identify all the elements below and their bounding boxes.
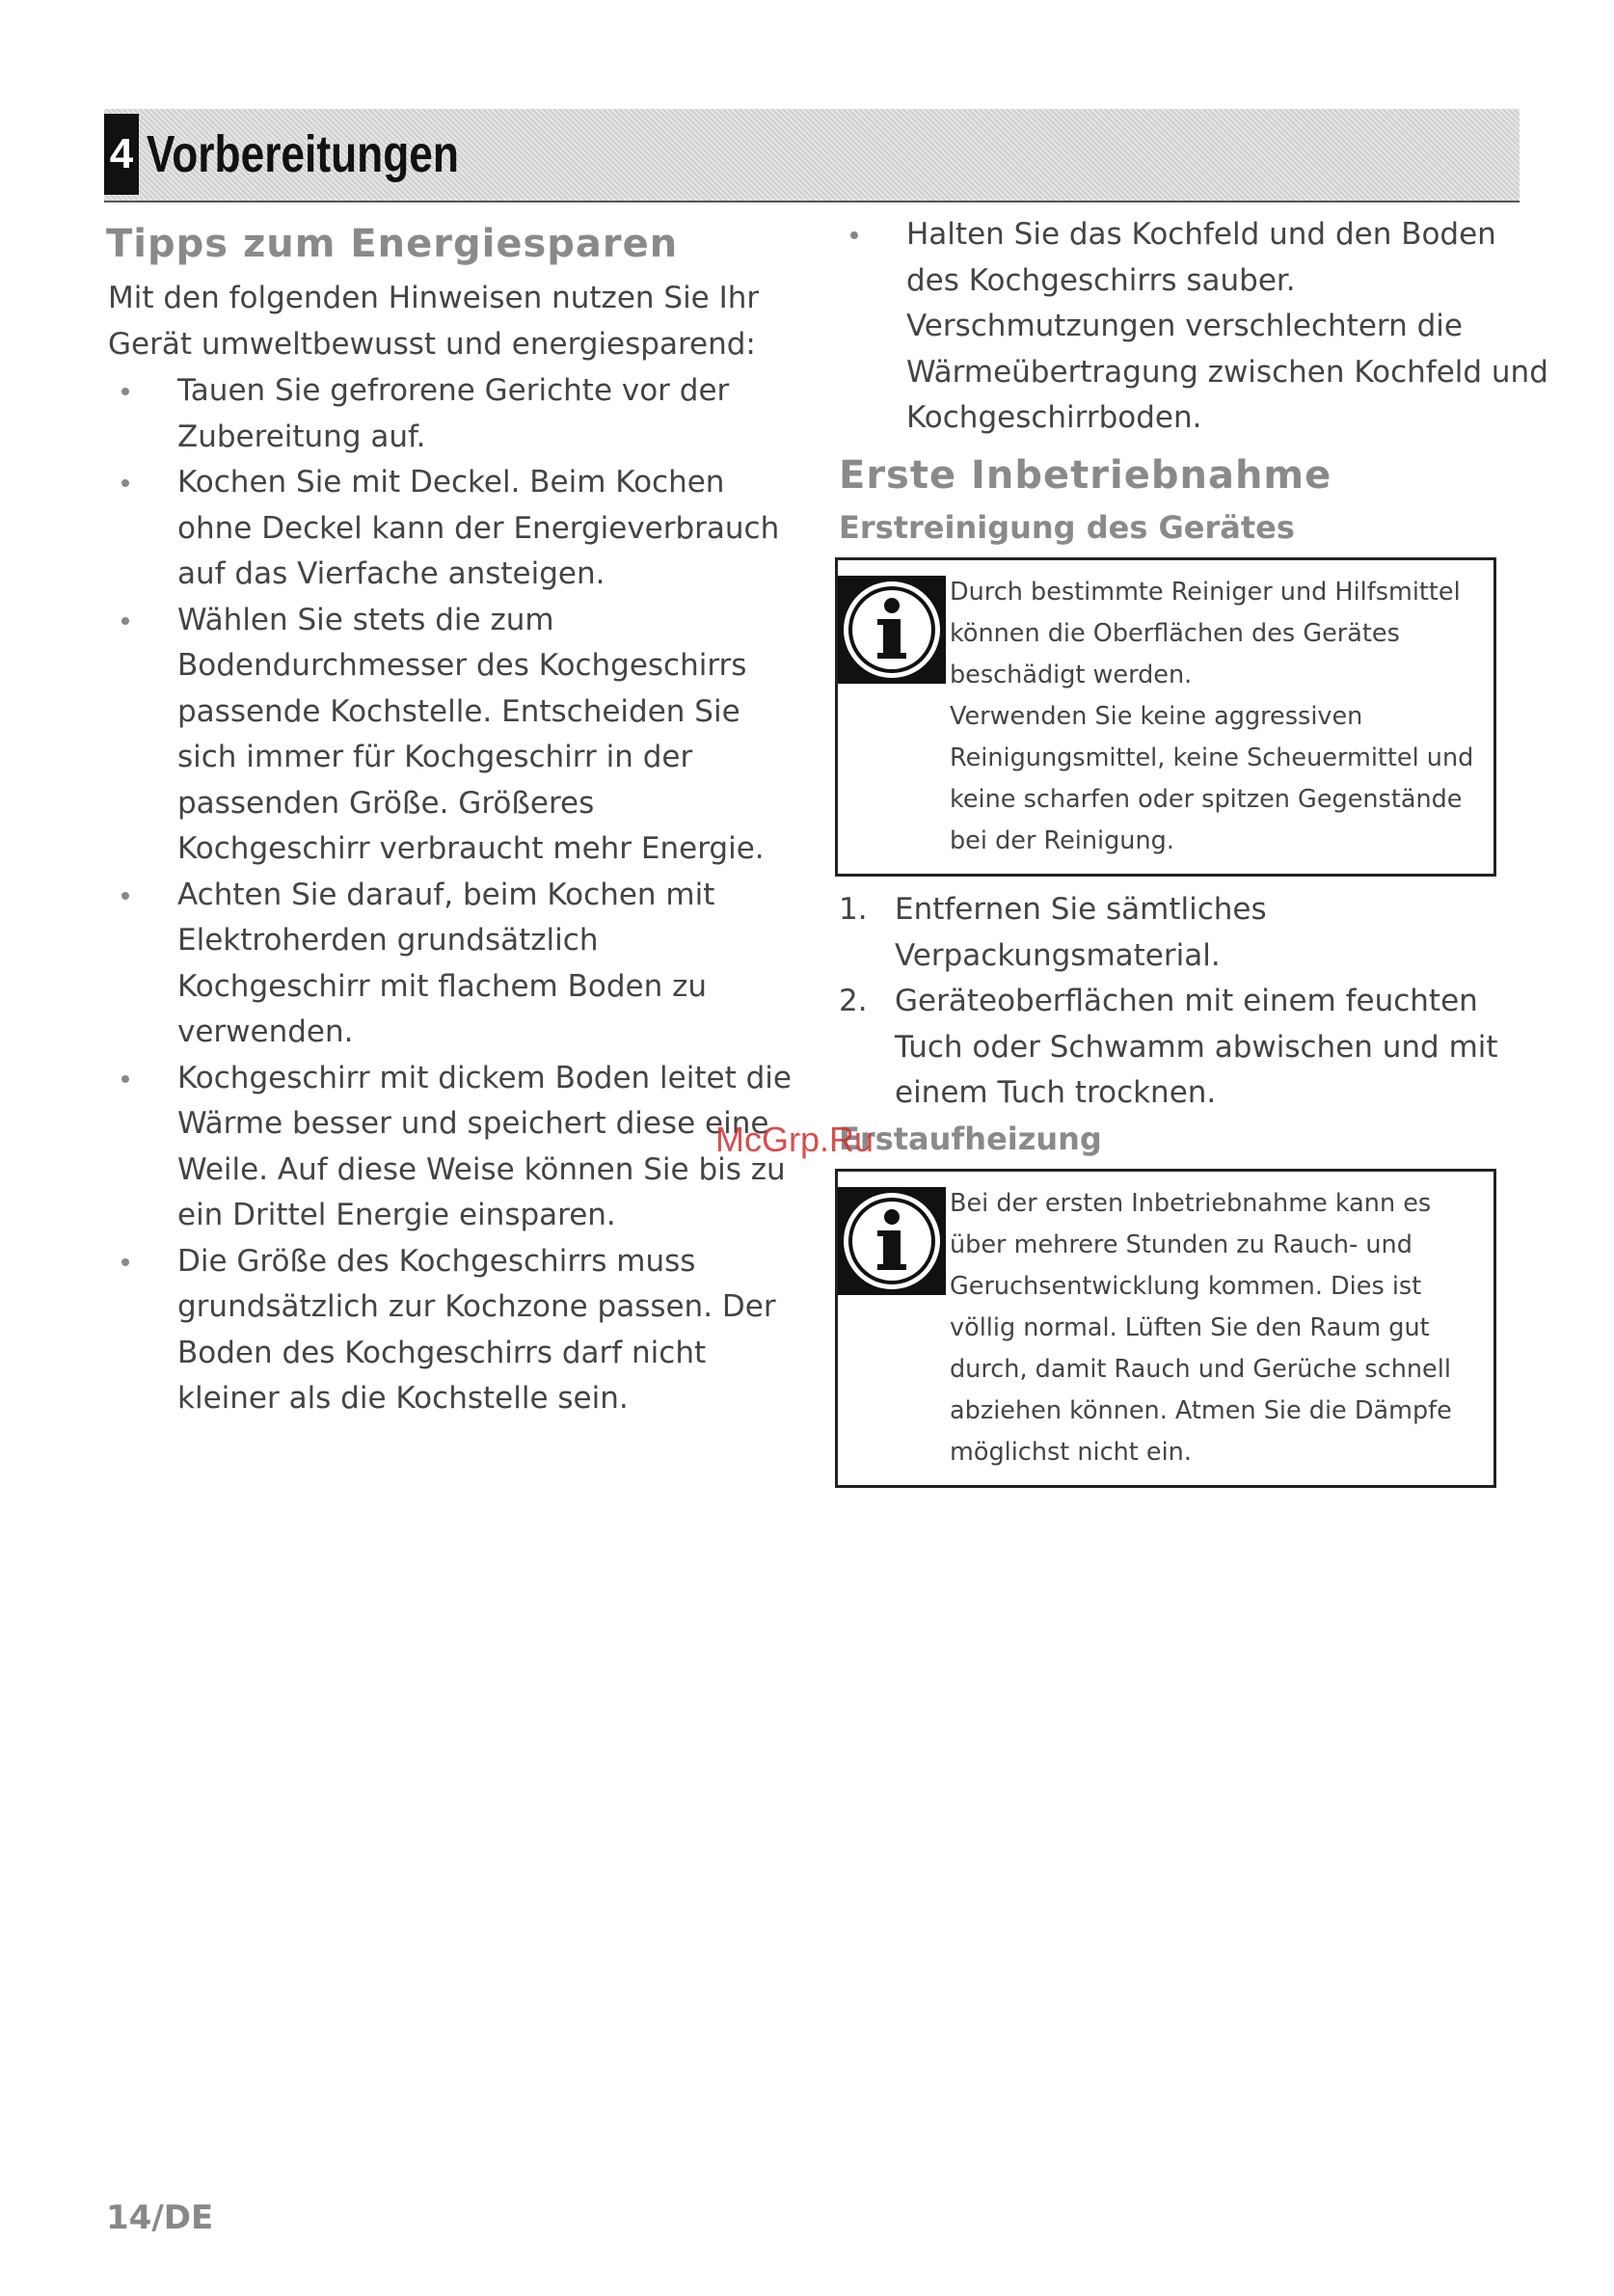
chapter-number: 4 <box>104 114 139 195</box>
info-paragraph: Verwenden Sie keine aggressiven Reinigungsmittel, keine Scheuermittel und keine scharfen oder spitzen Gegenstände bei der Reinigung. <box>950 702 1474 855</box>
chapter-title: Vorbereitungen <box>147 125 459 183</box>
step-text: Geräteoberflächen mit einem feuchten Tuch oder Schwamm abwischen und mit einem Tuch trocknen. <box>895 984 1498 1110</box>
page-number: 14/DE <box>106 2199 214 2237</box>
list-item: Halten Sie das Kochfeld und den Boden des Kochgeschirrs sauber. Verschmutzungen verschlechtern die Wärmeübertragung zwischen Kochfeld und Kochgeschirrboden. <box>837 212 1550 442</box>
list-item <box>839 887 1514 979</box>
list-item: Die Größe des Kochgeschirrs muss grundsätzlich zur Kochzone passen. Der Boden des Kochgeschirrs darf nicht kleiner als die Kochstelle sein. <box>108 1239 794 1422</box>
list-item: Achten Sie darauf, beim Kochen mit Elektroherden grundsätzlich Kochgeschirr mit flachem Boden zu verwenden. <box>108 873 794 1056</box>
info-box-heating <box>835 1169 1496 1488</box>
info-icon <box>838 576 946 684</box>
info-box-cleaning <box>835 557 1496 877</box>
intro-text: Mit den folgenden Hinweisen nutzen Sie Ihr Gerät umweltbewusst und energiesparend: <box>108 281 760 362</box>
heading-first-use: Erste Inbetriebnahme <box>839 453 1332 498</box>
watermark: McGrp.Ru <box>715 1120 874 1159</box>
list-item: Wählen Sie stets die zum Bodendurchmesser des Kochgeschirrs passende Kochstelle. Entscheiden Sie sich immer für Kochgeschirr in der passenden Größe. Größeres Kochgeschirr verbraucht mehr Energie. <box>108 598 794 873</box>
info-text: Bei der ersten Inbetriebnahme kann es über mehrere Stunden zu Rauch- und Geruchsentwicklung kommen. Dies ist völlig normal. Lüften Sie den Raum gut durch, damit Rauch und Gerüche schnell abziehen können. Atmen Sie die Dämpfe möglichst nicht ein. <box>950 1189 1452 1467</box>
step-text: Entfernen Sie sämtliches Verpackungsmaterial. <box>895 892 1267 973</box>
list-item: Tauen Sie gefrorene Gerichte vor der Zubereitung auf. <box>108 368 794 460</box>
list-item: Kochgeschirr mit dickem Boden leitet die Wärme besser und speichert diese eine Weile. Auf diese Weise können Sie bis zu ein Drittel Energie einsparen. <box>108 1056 794 1239</box>
list-item <box>839 979 1514 1117</box>
info-icon <box>838 1187 946 1295</box>
cleaning-steps <box>839 887 1514 1117</box>
subheading-initial-heating: Erstaufheizung <box>839 1121 1102 1157</box>
info-paragraph: Durch bestimmte Reiniger und Hilfsmittel können die Oberflächen des Gerätes beschädigt werden. <box>950 578 1461 689</box>
energy-tips-list <box>108 368 794 1422</box>
cleaning-tip-list <box>837 212 1550 442</box>
info-text <box>950 572 1492 862</box>
step-number: 2. <box>839 984 868 1018</box>
subheading-initial-cleaning: Erstreinigung des Gerätes <box>839 509 1295 546</box>
step-number: 1. <box>839 892 868 927</box>
heading-energy-tips: Tipps zum Energiesparen <box>106 222 679 266</box>
list-item: Kochen Sie mit Deckel. Beim Kochen ohne Deckel kann der Energieverbrauch auf das Vierfache ansteigen. <box>108 460 794 598</box>
